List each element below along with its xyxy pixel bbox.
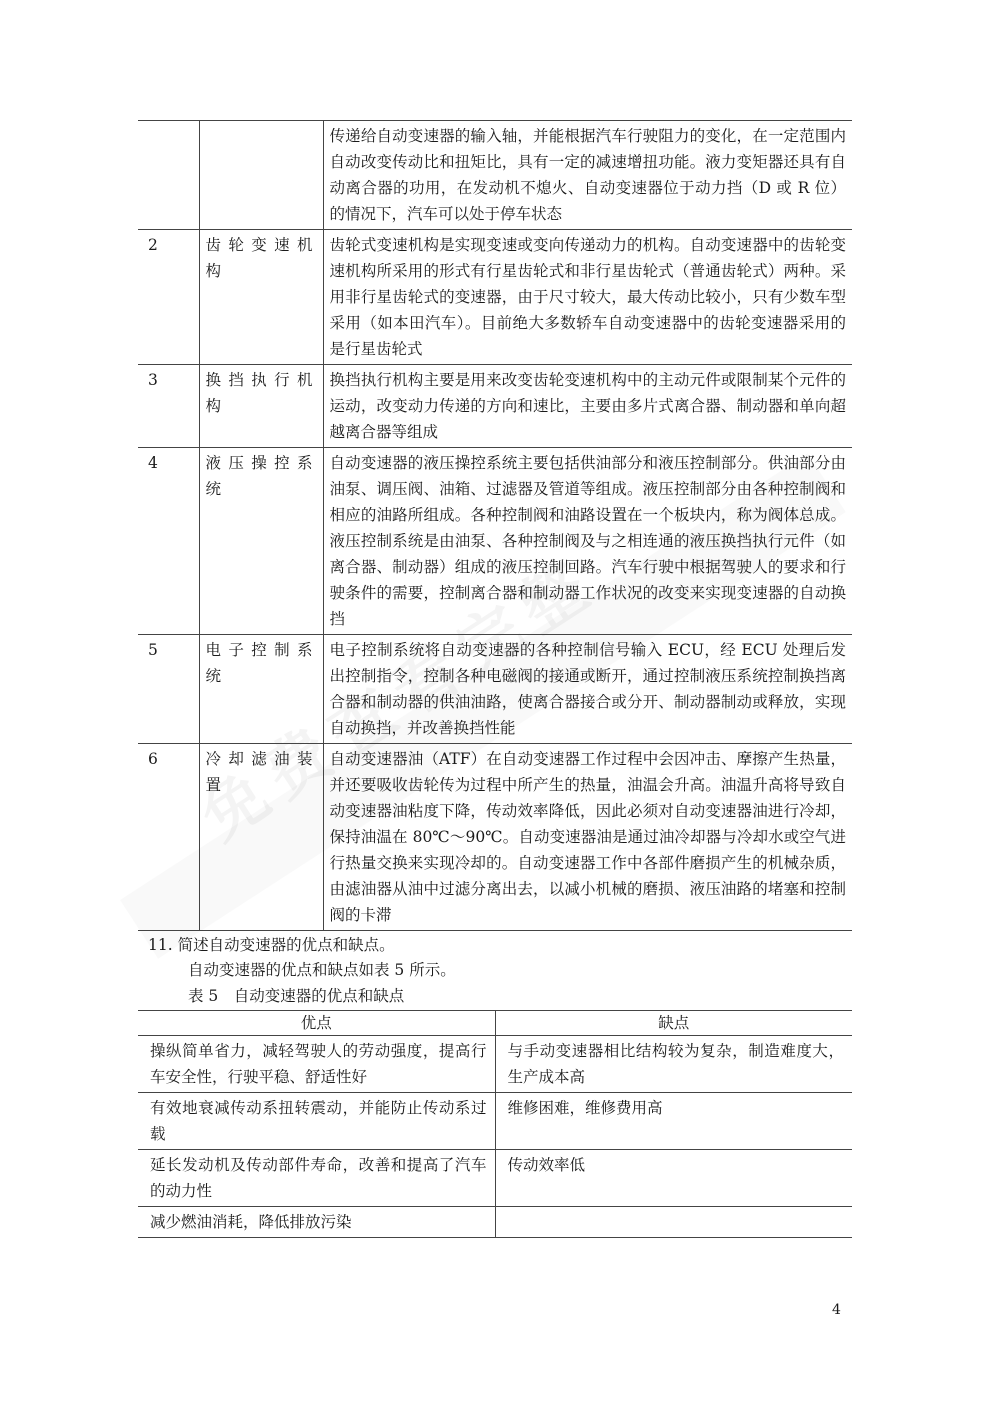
component-description: 电子控制系统将自动变速器的各种控制信号输入 ECU，经 ECU 处理后发出控制指令，控制各种电磁阀的接通或断开，通过控制液压系统控制换挡离合器和制动器的供油油路，使离合器接合或分开、制动器制动或释放，实现自动换挡，并改善换挡性能 (323, 635, 852, 744)
component-name: 齿轮变速机构 (199, 230, 323, 365)
component-description: 传递给自动变速器的输入轴，并能根据汽车行驶阻力的变化，在一定范围内自动改变传动比和扭矩比，具有一定的减速增扭功能。液力变矩器还具有自动离合器的功用，在发动机不熄火、自动变速器位于动力挡（D 或 R 位）的情况下，汽车可以处于停车状态 (323, 121, 852, 230)
row-number: 3 (138, 365, 199, 448)
question-heading: 11. 简述自动变速器的优点和缺点。 (148, 936, 395, 954)
table-header-row (138, 1011, 852, 1036)
row-number: 5 (138, 635, 199, 744)
row-number: 2 (138, 230, 199, 365)
pro-cell: 延长发动机及传动部件寿命，改善和提高了汽车的动力性 (138, 1150, 495, 1207)
component-name: 冷却滤油装置 (199, 744, 323, 931)
page-number: 4 (832, 1302, 841, 1318)
component-name: 电子控制系统 (199, 635, 323, 744)
pro-cell: 有效地衰减传动系扭转震动，并能防止传动系过载 (138, 1093, 495, 1150)
component-name: 液压操控系统 (199, 448, 323, 635)
components-table (138, 120, 852, 931)
table-row (138, 635, 852, 744)
con-cell: 传动效率低 (495, 1150, 852, 1207)
row-number: 6 (138, 744, 199, 931)
table-row (138, 1150, 852, 1207)
component-description: 自动变速器油（ATF）在自动变速器工作过程中会因冲击、摩擦产生热量，并还要吸收齿轮传为过程中所产生的热量，油温会升高。油温升高将导致自动变速器油粘度下降，传动效率降低，因此必须对自动变速器油进行冷却，保持油温在 80℃～90℃。自动变速器油是通过油冷却器与冷却水或空气进行热量交换来实现冷却的。自动变速器工作中各部件磨损产生的机械杂质，由滤油器从油中过滤分离出去，以减小机械的磨损、液压油路的堵塞和控制阀的卡滞 (323, 744, 852, 931)
pro-cell: 操纵简单省力，减轻驾驶人的劳动强度，提高行车安全性，行驶平稳、舒适性好 (138, 1036, 495, 1093)
table-row (138, 744, 852, 931)
table-row (138, 1093, 852, 1150)
con-cell: 与手动变速器相比结构较为复杂，制造难度大，生产成本高 (495, 1036, 852, 1093)
table-row (138, 230, 852, 365)
table-row (138, 365, 852, 448)
pro-cell: 减少燃油消耗，降低排放污染 (138, 1207, 495, 1238)
component-name: 换挡执行机构 (199, 365, 323, 448)
pros-cons-table (138, 1010, 852, 1238)
table-row (138, 1036, 852, 1093)
component-description: 自动变速器的液压操控系统主要包括供油部分和液压控制部分。供油部分由油泵、调压阀、油箱、过滤器及管道等组成。液压控制部分由各种控制阀和相应的油路所组成。各种控制阀和油路设置在一个板块内，称为阀体总成。液压控制系统是由油泵、各种控制阀及与之相连通的液压换挡执行元件（如离合器、制动器）组成的液压控制回路。汽车行驶中根据驾驶人的要求和行驶条件的需要，控制离合器和制动器工作状况的改变来实现变速器的自动换挡 (323, 448, 852, 635)
header-cons: 缺点 (495, 1011, 852, 1036)
table-row (138, 1207, 852, 1238)
row-number: 4 (138, 448, 199, 635)
con-cell (495, 1207, 852, 1238)
table-row (138, 448, 852, 635)
component-description: 换挡执行机构主要是用来改变齿轮变速机构中的主动元件或限制某个元件的运动，改变动力传递的方向和速比，主要由多片式离合器、制动器和单向超越离合器等组成 (323, 365, 852, 448)
answer-intro: 自动变速器的优点和缺点如表 5 所示。 (188, 961, 456, 979)
component-description: 齿轮式变速机构是实现变速或变向传递动力的机构。自动变速器中的齿轮变速机构所采用的形式有行星齿轮式和非行星齿轮式（普通齿轮式）两种。采用非行星齿轮式的变速器，由于尺寸较大，最大传动比较小，只有少数车型采用（如本田汽车）。目前绝大多数轿车自动变速器中的齿轮变速器采用的是行星齿轮式 (323, 230, 852, 365)
header-pros: 优点 (138, 1011, 495, 1036)
table-row (138, 121, 852, 230)
row-number (138, 121, 199, 230)
component-name (199, 121, 323, 230)
con-cell: 维修困难，维修费用高 (495, 1093, 852, 1150)
table-caption: 表 5 自动变速器的优点和缺点 (188, 987, 405, 1005)
